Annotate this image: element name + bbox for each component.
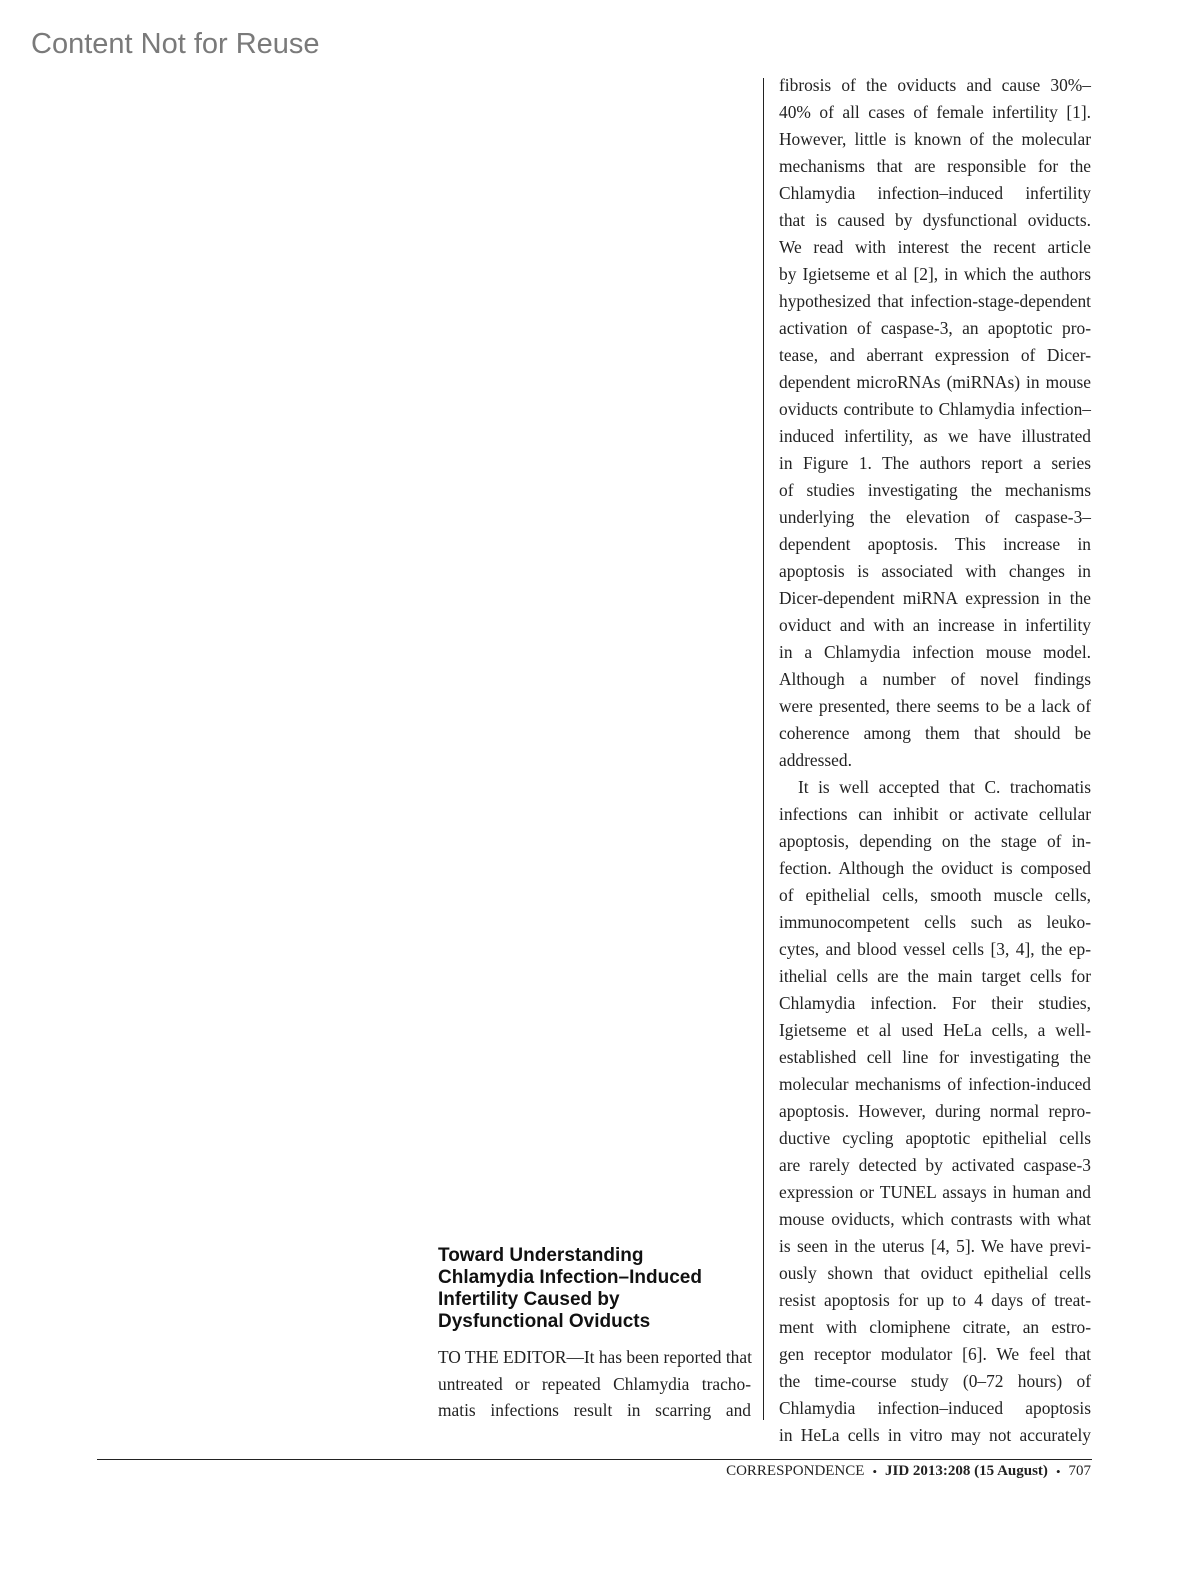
body-line: in a Chlamydia infection mouse model. xyxy=(779,642,1091,662)
body-line: underlying the elevation of caspase-3– xyxy=(779,507,1091,527)
body-line: Although a number of novel findings xyxy=(779,669,1091,689)
body-line: Chlamydia infection–induced infertility xyxy=(779,183,1091,203)
body-line: apoptosis is associated with changes in xyxy=(779,561,1091,581)
body-line: by Igietseme et al [2], in which the authors xyxy=(779,264,1091,284)
body-line: ously shown that oviduct epithelial cells xyxy=(779,1263,1091,1283)
title-line: Chlamydia Infection–Induced xyxy=(438,1267,702,1288)
body-line: However, little is known of the molecular xyxy=(779,129,1091,149)
body-line: fibrosis of the oviducts and cause 30%– xyxy=(779,75,1091,95)
body-line: TO THE EDITOR—It has been reported that xyxy=(438,1347,752,1367)
body-line: oviducts contribute to Chlamydia infection– xyxy=(779,399,1091,419)
body-line: that is caused by dysfunctional oviducts. xyxy=(779,210,1091,230)
watermark-text: Content Not for Reuse xyxy=(31,28,320,60)
body-line: ductive cycling apoptotic epithelial cells xyxy=(779,1128,1091,1148)
body-line: apoptosis. However, during normal repro- xyxy=(779,1101,1091,1121)
body-line: expression or TUNEL assays in human and xyxy=(779,1182,1091,1202)
page-footer xyxy=(726,1463,1091,1480)
body-line: tease, and aberrant expression of Dicer- xyxy=(779,345,1091,365)
title-line: Toward Understanding xyxy=(438,1245,644,1266)
body-line: oviduct and with an increase in infertility xyxy=(779,615,1091,635)
body-line: in Figure 1. The authors report a series xyxy=(779,453,1091,473)
body-line: Chlamydia infection. For their studies, xyxy=(779,993,1091,1013)
body-line: molecular mechanisms of infection-induced xyxy=(779,1074,1091,1094)
page-number: 707 xyxy=(1068,1463,1091,1479)
body-line: apoptosis, depending on the stage of in- xyxy=(779,831,1091,851)
body-line: of studies investigating the mechanisms xyxy=(779,480,1091,500)
body-line: cytes, and blood vessel cells [3, 4], the ep- xyxy=(779,939,1091,959)
body-line: established cell line for investigating the xyxy=(779,1047,1091,1067)
body-line: coherence among them that should be xyxy=(779,723,1091,743)
body-line: Dicer-dependent miRNA expression in the xyxy=(779,588,1091,608)
body-line: in HeLa cells in vitro may not accurately xyxy=(779,1425,1091,1445)
footer-citation: JID 2013:208 (15 August) xyxy=(885,1463,1048,1479)
body-line: Chlamydia infection–induced apoptosis xyxy=(779,1398,1091,1418)
body-line: induced infertility, as we have illustrated xyxy=(779,426,1091,446)
bullet-separator: • xyxy=(1055,1463,1061,1479)
body-line: immunocompetent cells such as leuko- xyxy=(779,912,1091,932)
body-line: gen receptor modulator [6]. We feel that xyxy=(779,1344,1091,1364)
body-line: mouse oviducts, which contrasts with what xyxy=(779,1209,1091,1229)
body-line: infections can inhibit or activate cellular xyxy=(779,804,1091,824)
body-line: We read with interest the recent article xyxy=(779,237,1091,257)
body-line: hypothesized that infection-stage-dependent xyxy=(779,291,1091,311)
left-body-text xyxy=(438,1344,751,1424)
bullet-separator: • xyxy=(872,1463,877,1479)
body-line: addressed. xyxy=(779,750,852,770)
letter-title xyxy=(438,1245,751,1333)
footer-section: CORRESPONDENCE xyxy=(726,1463,865,1479)
body-line: untreated or repeated Chlamydia tracho- xyxy=(438,1373,751,1394)
body-line: It is well accepted that C. trachomatis xyxy=(798,777,1091,797)
body-line: Igietseme et al used HeLa cells, a well- xyxy=(779,1020,1091,1040)
body-line: ment with clomiphene citrate, an estro- xyxy=(779,1317,1091,1337)
body-line: mechanisms that are responsible for the xyxy=(779,156,1091,176)
body-line: the time-course study (0–72 hours) of xyxy=(779,1371,1091,1391)
body-line: ithelial cells are the main target cells for xyxy=(779,966,1091,986)
body-line: resist apoptosis for up to 4 days of treat- xyxy=(779,1290,1091,1310)
body-line: dependent apoptosis. This increase in xyxy=(779,534,1091,554)
footer-rule xyxy=(97,1459,1092,1460)
column-divider xyxy=(763,78,764,1420)
title-line: Infertility Caused by xyxy=(438,1289,620,1310)
body-line: is seen in the uterus [4, 5]. We have previ- xyxy=(779,1236,1091,1256)
body-line: were presented, there seems to be a lack of xyxy=(779,696,1091,716)
title-line: Dysfunctional Oviducts xyxy=(438,1311,651,1332)
left-column xyxy=(438,1245,751,1424)
body-line: matis infections result in scarring and xyxy=(438,1400,751,1420)
body-line: 40% of all cases of female infertility [1]. xyxy=(779,102,1091,122)
body-line: are rarely detected by activated caspase-3 xyxy=(779,1155,1091,1175)
body-line: fection. Although the oviduct is composed xyxy=(779,858,1091,878)
body-line: of epithelial cells, smooth muscle cells, xyxy=(779,885,1091,905)
body-line: activation of caspase-3, an apoptotic pro- xyxy=(779,318,1091,338)
body-line: dependent microRNAs (miRNAs) in mouse xyxy=(779,372,1091,392)
right-column xyxy=(779,72,1091,1449)
